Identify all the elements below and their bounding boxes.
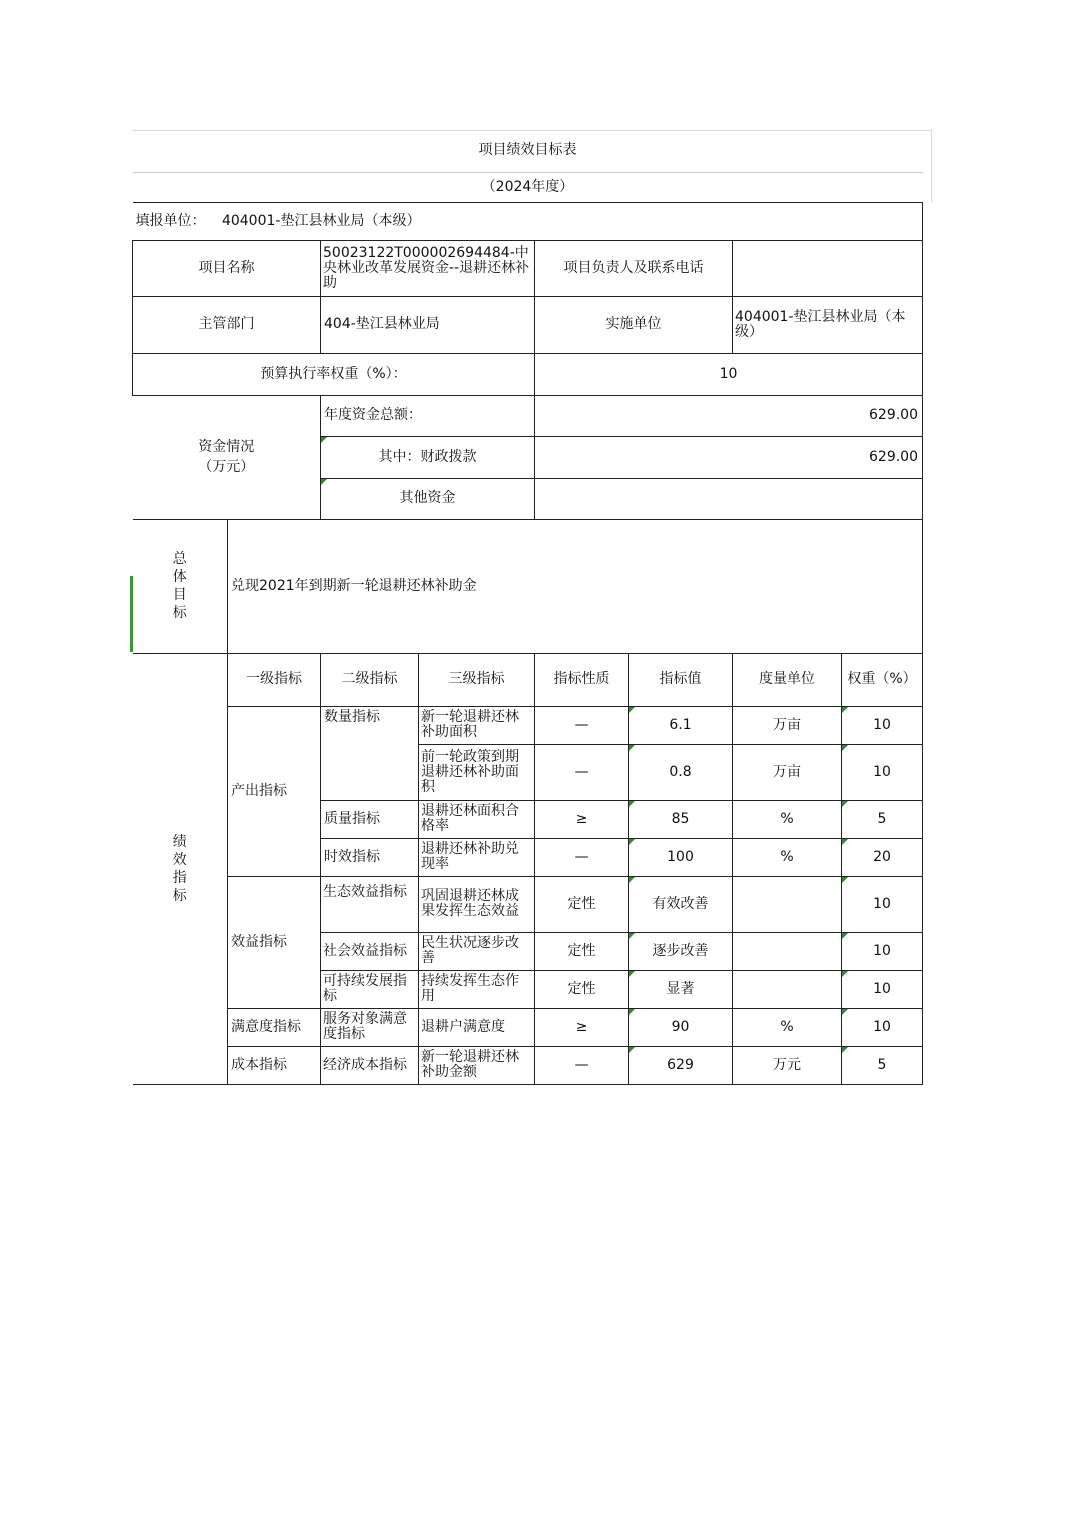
contact-label: 项目负责人及联系电话 bbox=[535, 240, 733, 296]
row-nature: 定性 bbox=[535, 932, 629, 970]
header-value: 指标值 bbox=[629, 653, 733, 706]
row-value: 629 bbox=[629, 1046, 733, 1084]
funds-total-label: 年度资金总额： bbox=[321, 395, 535, 436]
row-name: 退耕还林补助兑现率 bbox=[419, 838, 535, 876]
dept-label: 主管部门 bbox=[133, 296, 321, 353]
performance-target-table bbox=[132, 130, 923, 1085]
row-unit: % bbox=[733, 800, 842, 838]
perf-label bbox=[133, 653, 228, 1084]
funds-fiscal-value: 629.00 bbox=[535, 436, 923, 478]
group-satisfaction: 满意度指标 bbox=[228, 1008, 321, 1046]
subgroup-timeliness: 时效指标 bbox=[321, 838, 419, 876]
funds-other-label: 其他资金 bbox=[321, 478, 535, 519]
year-label: （2024年度） bbox=[133, 172, 923, 202]
funds-label bbox=[133, 395, 321, 519]
row-value: 6.1 bbox=[629, 706, 733, 744]
row-value: 有效改善 bbox=[629, 876, 733, 932]
row-value: 85 bbox=[629, 800, 733, 838]
row-name: 民生状况逐步改善 bbox=[419, 932, 535, 970]
header-weight: 权重（%） bbox=[842, 653, 923, 706]
subgroup-social: 社会效益指标 bbox=[321, 932, 419, 970]
contact-value bbox=[733, 240, 923, 296]
row-nature: 定性 bbox=[535, 970, 629, 1008]
impl-label: 实施单位 bbox=[535, 296, 733, 353]
budget-weight-value: 10 bbox=[535, 353, 923, 395]
row-unit: % bbox=[733, 1008, 842, 1046]
row-weight: 10 bbox=[842, 876, 923, 932]
row-weight: 5 bbox=[842, 1046, 923, 1084]
row-name: 新一轮退耕还林补助面积 bbox=[419, 706, 535, 744]
row-name: 新一轮退耕还林补助金额 bbox=[419, 1046, 535, 1084]
dept-value: 404-垫江县林业局 bbox=[321, 296, 535, 353]
table-row bbox=[133, 876, 923, 932]
header-level3: 三级指标 bbox=[419, 653, 535, 706]
row-value: 逐步改善 bbox=[629, 932, 733, 970]
funds-fiscal-label: 其中：财政拨款 bbox=[321, 436, 535, 478]
group-benefit: 效益指标 bbox=[228, 876, 321, 1008]
row-nature: 定性 bbox=[535, 876, 629, 932]
subgroup-sustain: 可持续发展指标 bbox=[321, 970, 419, 1008]
goal-label bbox=[133, 519, 228, 653]
row-value: 90 bbox=[629, 1008, 733, 1046]
perf-label-text: 绩效指标 bbox=[172, 833, 187, 904]
subgroup-service: 服务对象满意度指标 bbox=[321, 1008, 419, 1046]
row-unit: 万元 bbox=[733, 1046, 842, 1084]
header-nature: 指标性质 bbox=[535, 653, 629, 706]
row-unit: % bbox=[733, 838, 842, 876]
page-title: 项目绩效目标表 bbox=[133, 130, 923, 172]
subgroup-quality: 质量指标 bbox=[321, 800, 419, 838]
row-weight: 10 bbox=[842, 744, 923, 800]
row-weight: 20 bbox=[842, 838, 923, 876]
row-weight: 10 bbox=[842, 706, 923, 744]
row-nature: — bbox=[535, 706, 629, 744]
group-output: 产出指标 bbox=[228, 706, 321, 876]
row-unit bbox=[733, 970, 842, 1008]
subgroup-eco: 生态效益指标 bbox=[321, 876, 419, 932]
goal-text: 兑现2021年到期新一轮退耕还林补助金 bbox=[228, 519, 923, 653]
group-cost: 成本指标 bbox=[228, 1046, 321, 1084]
row-name: 退耕还林面积合格率 bbox=[419, 800, 535, 838]
row-unit bbox=[733, 932, 842, 970]
goal-label-text: 总体目标 bbox=[172, 551, 187, 621]
funds-total-value: 629.00 bbox=[535, 395, 923, 436]
row-unit: 万亩 bbox=[733, 744, 842, 800]
funds-label-text: 资金情况（万元） bbox=[198, 439, 255, 475]
impl-value: 404001-垫江县林业局（本级） bbox=[733, 296, 923, 353]
row-nature: — bbox=[535, 1046, 629, 1084]
project-name-value: 50023122T000002694484-中央林业改革发展资金--退耕还林补助 bbox=[321, 240, 535, 296]
row-nature: — bbox=[535, 838, 629, 876]
header-level1: 一级指标 bbox=[228, 653, 321, 706]
table-row bbox=[133, 1008, 923, 1046]
row-weight: 5 bbox=[842, 800, 923, 838]
row-value: 显著 bbox=[629, 970, 733, 1008]
row-unit: 万亩 bbox=[733, 706, 842, 744]
row-name: 前一轮政策到期退耕还林补助面积 bbox=[419, 744, 535, 800]
row-unit bbox=[733, 876, 842, 932]
table-row bbox=[133, 1046, 923, 1084]
subgroup-quantity: 数量指标 bbox=[321, 706, 419, 800]
row-name: 持续发挥生态作用 bbox=[419, 970, 535, 1008]
header-level2: 二级指标 bbox=[321, 653, 419, 706]
funds-other-value bbox=[535, 478, 923, 519]
unit-value: 404001-垫江县林业局（本级） bbox=[221, 212, 421, 229]
row-weight: 10 bbox=[842, 1008, 923, 1046]
row-nature: ≥ bbox=[535, 1008, 629, 1046]
row-name: 巩固退耕还林成果发挥生态效益 bbox=[419, 876, 535, 932]
project-name-label: 项目名称 bbox=[133, 240, 321, 296]
row-weight: 10 bbox=[842, 932, 923, 970]
row-weight: 10 bbox=[842, 970, 923, 1008]
row-value: 100 bbox=[629, 838, 733, 876]
row-nature: — bbox=[535, 744, 629, 800]
header-unit: 度量单位 bbox=[733, 653, 842, 706]
unit-label: 填报单位： bbox=[135, 212, 206, 229]
performance-target-sheet bbox=[132, 130, 932, 1082]
row-value: 0.8 bbox=[629, 744, 733, 800]
subgroup-economic: 经济成本指标 bbox=[321, 1046, 419, 1084]
budget-weight-label: 预算执行率权重（%）： bbox=[133, 353, 535, 395]
unit-row bbox=[133, 202, 923, 240]
table-row bbox=[133, 706, 923, 744]
row-nature: ≥ bbox=[535, 800, 629, 838]
row-name: 退耕户满意度 bbox=[419, 1008, 535, 1046]
